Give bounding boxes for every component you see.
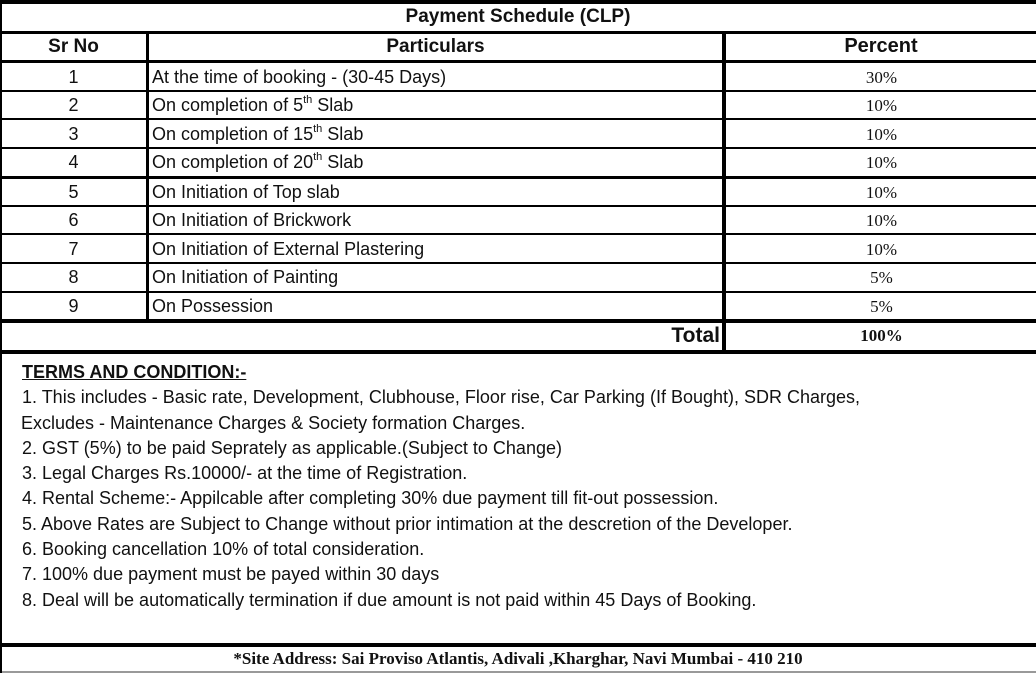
particulars-cell <box>152 148 722 176</box>
ordinal-suffix: th <box>313 151 323 163</box>
table-row <box>0 263 1036 291</box>
ordinal-suffix: th <box>303 94 313 106</box>
header-particulars: Particulars <box>386 36 485 57</box>
percent-cell: 30% <box>865 68 898 87</box>
table-row <box>0 206 1036 234</box>
percent-cell: 10% <box>865 153 898 172</box>
particulars-suffix: Slab <box>322 124 364 144</box>
sr-no-cell: 6 <box>68 210 79 230</box>
particulars-cell <box>152 235 722 263</box>
particulars-cell <box>152 292 722 320</box>
terms-line: 1. This includes - Basic rate, Development, Clubhouse, Floor rise, Car Parking (If Bought), SDR Charges, <box>22 387 861 408</box>
terms-line: 5. Above Rates are Subject to Change without prior intimation at the descretion of the Developer. <box>22 513 793 534</box>
sr-no-cell: 3 <box>68 124 79 144</box>
terms-line: 7. 100% due payment must be payed within 30 days <box>22 564 440 585</box>
particulars-text: On completion of 20 <box>152 152 314 172</box>
sr-no-cell: 1 <box>68 67 79 87</box>
table-row <box>0 120 1036 148</box>
particulars-cell <box>152 263 722 291</box>
particulars-cell <box>152 178 722 206</box>
particulars-text: On completion of 5 <box>152 95 304 115</box>
percent-cell: 10% <box>865 183 898 202</box>
terms-line: 8. Deal will be automatically termination if due amount is not paid within 45 Days of Booking. <box>22 589 757 610</box>
particulars-suffix: Slab <box>322 152 364 172</box>
header-percent: Percent <box>844 35 918 57</box>
table-title: Payment Schedule (CLP) <box>405 6 631 27</box>
particulars-text: On completion of 15 <box>152 124 314 144</box>
percent-cell: 5% <box>870 297 893 316</box>
particulars-text: On Initiation of Top slab <box>152 182 340 202</box>
terms-line: 4. Rental Scheme:- Appilcable after completing 30% due payment till fit-out possession. <box>22 488 719 509</box>
particulars-cell <box>152 63 722 91</box>
table-row <box>0 148 1036 176</box>
percent-cell: 10% <box>865 211 898 230</box>
table-row <box>0 292 1036 320</box>
particulars-text: At the time of booking - (30-45 Days) <box>152 67 447 87</box>
percent-cell: 10% <box>865 96 898 115</box>
terms-line: 6. Booking cancellation 10% of total consideration. <box>22 539 425 560</box>
particulars-text: On Initiation of Brickwork <box>152 210 352 230</box>
percent-cell: 10% <box>865 240 898 259</box>
header-sr-no: Sr No <box>48 36 99 57</box>
particulars-text: On Possession <box>152 296 274 316</box>
terms-section <box>22 360 1022 613</box>
table-row <box>0 63 1036 91</box>
total-value: 100% <box>860 326 903 345</box>
table-row <box>0 178 1036 206</box>
particulars-suffix: Slab <box>312 95 354 115</box>
particulars-text: On Initiation of External Plastering <box>152 239 425 259</box>
terms-line: 3. Legal Charges Rs.10000/- at the time of Registration. <box>22 463 468 484</box>
percent-cell: 10% <box>865 125 898 144</box>
terms-line: 2. GST (5%) to be paid Seprately as applicable.(Subject to Change) <box>22 437 562 458</box>
table-row <box>0 91 1036 119</box>
sr-no-cell: 5 <box>68 182 79 202</box>
particulars-cell <box>152 120 722 148</box>
sr-no-cell: 7 <box>68 239 79 259</box>
table-row <box>0 235 1036 263</box>
table-bottom-border <box>0 350 1036 354</box>
particulars-text: On Initiation of Painting <box>152 267 339 287</box>
sr-no-cell: 2 <box>68 95 79 115</box>
footer-divider <box>0 643 1036 647</box>
sr-no-cell: 9 <box>68 296 79 316</box>
particulars-cell <box>152 206 722 234</box>
site-address: *Site Address: Sai Proviso Atlantis, Adivali ,Kharghar, Navi Mumbai - 410 210 <box>233 649 803 668</box>
particulars-cell <box>152 91 722 119</box>
percent-cell: 5% <box>870 268 893 287</box>
sr-no-cell: 4 <box>68 152 79 172</box>
total-label: Total <box>671 324 720 347</box>
sr-no-cell: 8 <box>68 267 79 287</box>
terms-line: Excludes - Maintenance Charges & Society formation Charges. <box>21 412 526 433</box>
terms-heading: TERMS AND CONDITION:- <box>22 362 247 382</box>
ordinal-suffix: th <box>313 123 323 135</box>
